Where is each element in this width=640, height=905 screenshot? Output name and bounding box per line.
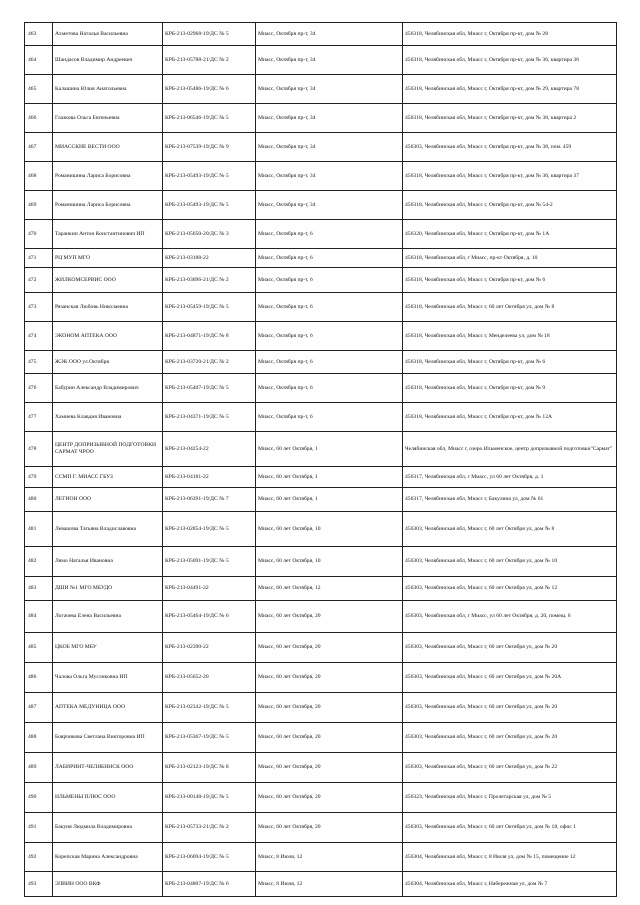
legal-address: 456303, Челябинская обл, Миасс г, 60 лет Октября ул, дом № 12	[403, 577, 617, 601]
row-number: 479	[25, 467, 53, 488]
service-address: Миасс, Октября пр-т, 6	[256, 374, 403, 403]
row-number: 464	[25, 46, 53, 75]
service-address: Миасс, 60 лет Октября, 20	[256, 813, 403, 843]
table-row	[25, 133, 617, 162]
row-number: 468	[25, 162, 53, 191]
organization-name: ИЛЬМЕНЫ ПЛЮС ООО	[53, 783, 163, 813]
legal-address: 456318, Челябинская обл, Миасс г, Октября пр-кт, дом № 12А	[403, 403, 617, 432]
row-number: 489	[25, 753, 53, 783]
service-address: Миасс, 60 лет Октября, 20	[256, 663, 403, 693]
license-number: КРБ-213-05788-21/ДС № 2	[163, 46, 256, 75]
registry-table-body	[25, 23, 617, 897]
legal-address: 456318, Челябинская обл, Миасс г, Октября пр-кт, дом № 28	[403, 23, 617, 46]
license-number: КРБ-213-06694-19/ДС № 5	[163, 843, 256, 872]
license-number: КРБ-213-05650-20/ДС № 3	[163, 220, 256, 249]
organization-name: Логачева Елена Васильевна	[53, 601, 163, 633]
table-row	[25, 432, 617, 467]
organization-name: ЖИЛКОМСЕРВИС ООО	[53, 268, 163, 293]
organization-name: Бабурин Александр Владимирович	[53, 374, 163, 403]
organization-name: ЭЛВИН ООО ВКФ	[53, 872, 163, 897]
legal-address: 456303, Челябинская обл, Миасс г, 60 лет Октября ул, дом № 18, офис 1	[403, 813, 617, 843]
organization-name: Глазкова Ольга Евгеньевна	[53, 104, 163, 133]
legal-address: 456304, Челябинская обл, Миасс г, Набережная ул, дом № 7	[403, 872, 617, 897]
table-row	[25, 46, 617, 75]
legal-address: 456303, Челябинская обл, Миасс г, 60 лет Октября ул, дом № 20	[403, 633, 617, 663]
organization-name: Таранкин Антон Константинович ИП	[53, 220, 163, 249]
license-number: КРБ-213-04254-22	[163, 432, 256, 467]
legal-address: 456318, Челябинская обл, Миасс г, Менделеева ул, дом № 18	[403, 322, 617, 351]
table-row	[25, 813, 617, 843]
legal-address: 456318, Челябинская обл, Миасс г, Октября пр-кт, дом № 54-2	[403, 191, 617, 220]
organization-name: Корепская Марина Александровна	[53, 843, 163, 872]
organization-name: Лямо Наталья Ивановна	[53, 547, 163, 577]
table-row	[25, 268, 617, 293]
license-number: КРБ-213-05464-19/ДС № 6	[163, 601, 256, 633]
organization-name: Чалова Ольга Мусликовна ИП	[53, 663, 163, 693]
service-address: Миасс, Октября пр-т, 6	[256, 403, 403, 432]
row-number: 482	[25, 547, 53, 577]
service-address: Миасс, Октября пр-т, 6	[256, 351, 403, 374]
row-number: 467	[25, 133, 53, 162]
service-address: Миасс, Октября пр-т, 34	[256, 46, 403, 75]
legal-address: 456318, Челябинская обл, Миасс г, Октября пр-кт, дом № 9	[403, 374, 617, 403]
license-number: КРБ-213-04181-22	[163, 467, 256, 488]
service-address: Миасс, Октября пр-т, 34	[256, 191, 403, 220]
table-row	[25, 753, 617, 783]
table-row	[25, 872, 617, 897]
row-number: 476	[25, 374, 53, 403]
row-number: 463	[25, 23, 53, 46]
service-address: Миасс, Октября пр-т, 6	[256, 268, 403, 293]
organization-name: Ахметова Наталья Васильевна	[53, 23, 163, 46]
organization-name: Бакуня Людмила Владимировна	[53, 813, 163, 843]
row-number: 493	[25, 872, 53, 897]
license-number: КРБ-213-04871-19/ДС № 8	[163, 322, 256, 351]
legal-address: 456320, Челябинская обл, Миасс г, Октября пр-кт, дом № 1А	[403, 220, 617, 249]
service-address: Миасс, 60 лет Октября, 20	[256, 693, 403, 723]
license-number: КРБ-213-05459-19/ДС № 5	[163, 293, 256, 322]
table-row	[25, 191, 617, 220]
service-address: Миасс, 60 лет Октября, 20	[256, 723, 403, 753]
row-number: 466	[25, 104, 53, 133]
organization-name: Боярчикова Светлана Викторовна ИП	[53, 723, 163, 753]
license-number: КРБ-213-05493-19/ДС № 5	[163, 191, 256, 220]
table-row	[25, 75, 617, 104]
row-number: 475	[25, 351, 53, 374]
service-address: Миасс, 60 лет Октября, 10	[256, 512, 403, 547]
table-row	[25, 374, 617, 403]
organization-name: ЭКОНОМ АПТЕКА ООО	[53, 322, 163, 351]
license-number: КРБ-213-03188-22	[163, 249, 256, 268]
organization-name: ДШИ №1 МГО МБУДО	[53, 577, 163, 601]
legal-address: 456303, Челябинская обл, г Миасс, ул 60 лет Октября, д. 20, помещ. 6	[403, 601, 617, 633]
row-number: 486	[25, 663, 53, 693]
legal-address: 456318, Челябинская обл, Миасс г, Октября пр-кт, дом № 38, квартира 2	[403, 104, 617, 133]
service-address: Миасс, 60 лет Октября, 1	[256, 467, 403, 488]
organization-name: Калашина Юлия Анатольевна	[53, 75, 163, 104]
organization-name: Хамиева Клавдия Ивановна	[53, 403, 163, 432]
organization-name: ССМП Г. МИАСС ГБУЗ	[53, 467, 163, 488]
row-number: 485	[25, 633, 53, 663]
organization-name: ЛАБИРИНТ-ЧЕЛЯБИНСК ООО	[53, 753, 163, 783]
table-row	[25, 601, 617, 633]
service-address: Миасс, 60 лет Октября, 10	[256, 547, 403, 577]
service-address: Миасс, 60 лет Октября, 1	[256, 488, 403, 512]
service-address: Миасс, Октября пр-т, 6	[256, 249, 403, 268]
legal-address: 456303, Челябинская обл, Миасс г, 60 лет Октября ул, дом № 8	[403, 512, 617, 547]
service-address: Миасс, 60 лет Октября, 20	[256, 753, 403, 783]
organization-name: ЖЭК ООО ул.Октября	[53, 351, 163, 374]
license-number: КРБ-213-04371-19/ДС № 5	[163, 403, 256, 432]
legal-address: 456304, Челябинская обл, Миасс г, 8 Июля ул, дом № 15, помещение 12	[403, 843, 617, 872]
license-number: КРБ-213-00148-19/ДС № 5	[163, 783, 256, 813]
legal-address: 456318, Челябинская обл, Миасс г, Октября пр-кт, дом № 36, квартира 36	[403, 46, 617, 75]
row-number: 474	[25, 322, 53, 351]
service-address: Миасс, 60 лет Октября, 20	[256, 601, 403, 633]
service-address: Миасс, 60 лет Октября, 12	[256, 577, 403, 601]
service-address: Миасс, Октября пр-т, 34	[256, 162, 403, 191]
table-row	[25, 547, 617, 577]
row-number: 471	[25, 249, 53, 268]
organization-name: Левашова Татьяна Владиславовна	[53, 512, 163, 547]
legal-address: 456318, Челябинская обл, г Миасс, пр-кт Октября, д. 10	[403, 249, 617, 268]
license-number: КРБ-213-04807-19/ДС № 6	[163, 872, 256, 897]
service-address: Миасс, Октября пр-т, 6	[256, 322, 403, 351]
license-number: КРБ-213-07539-19/ДС № 9	[163, 133, 256, 162]
table-row	[25, 843, 617, 872]
organization-name: АПТЕКА МЕДУНИЦА ООО	[53, 693, 163, 723]
table-row	[25, 663, 617, 693]
row-number: 492	[25, 843, 53, 872]
row-number: 488	[25, 723, 53, 753]
row-number: 477	[25, 403, 53, 432]
service-address: Миасс, Октября пр-т, 34	[256, 23, 403, 46]
table-row	[25, 783, 617, 813]
legal-address: 456318, Челябинская обл, Миасс г, Октября пр-кт, дом № 36, квартира 37	[403, 162, 617, 191]
table-row	[25, 322, 617, 351]
service-address: Миасс, 60 лет Октября, 20	[256, 633, 403, 663]
license-number: КРБ-213-06546-19/ДС № 5	[163, 104, 256, 133]
legal-address: 456303, Челябинская обл, Миасс г, 60 лет Октября ул, дом № 20А	[403, 663, 617, 693]
row-number: 470	[25, 220, 53, 249]
legal-address: Челябинская обл, Миасс г, озеро Ильменское, центр допризывной подготовки"Сармат"	[403, 432, 617, 467]
service-address: Миасс, 60 лет Октября, 20	[256, 783, 403, 813]
table-row	[25, 104, 617, 133]
service-address: Миасс, Октября пр-т, 6	[256, 220, 403, 249]
legal-address: 456318, Челябинская обл, Миасс г, Октября пр-кт, дом № 6	[403, 351, 617, 374]
organization-name: ЦКОБ МГО МБУ	[53, 633, 163, 663]
license-number: КРБ-213-05733-21/ДС № 2	[163, 813, 256, 843]
service-address: Миасс, Октября пр-т, 34	[256, 75, 403, 104]
service-address: Миасс, 8 Июля, 12	[256, 872, 403, 897]
license-number: КРБ-213-02123-19/ДС № 8	[163, 753, 256, 783]
organization-name: Рязанская Любовь Николаевна	[53, 293, 163, 322]
license-number: КРБ-213-05493-19/ДС № 5	[163, 162, 256, 191]
service-address: Миасс, Октября пр-т, 34	[256, 104, 403, 133]
organization-name: ЛЕГИОН ООО	[53, 488, 163, 512]
license-number: КРБ-213-02854-19/ДС № 5	[163, 512, 256, 547]
license-number: КРБ-213-05486-19/ДС № 6	[163, 75, 256, 104]
license-number: КРБ-213-06391-19/ДС № 7	[163, 488, 256, 512]
legal-address: 456317, Челябинская обл, Миасс г, Бакулина ул, дом № 61	[403, 488, 617, 512]
service-address: Миасс, 60 лет Октября, 1	[256, 432, 403, 467]
table-row	[25, 23, 617, 46]
organization-name: МИАССКИЕ ВЕСТИ ООО	[53, 133, 163, 162]
license-number: КРБ-213-05652-20	[163, 663, 256, 693]
table-row	[25, 723, 617, 753]
legal-address: 456303, Челябинская обл, Миасс г, Октября пр-кт, дом № 38, пом. 459	[403, 133, 617, 162]
table-row	[25, 403, 617, 432]
table-row	[25, 162, 617, 191]
service-address: Миасс, Октября пр-т, 6	[256, 293, 403, 322]
table-row	[25, 488, 617, 512]
table-row	[25, 693, 617, 723]
legal-address: 456318, Челябинская обл, Миасс г, Октября пр-кт, дом № 29, квартира 78	[403, 75, 617, 104]
row-number: 487	[25, 693, 53, 723]
table-row	[25, 633, 617, 663]
license-number: КРБ-213-03696-21/ДС № 2	[163, 268, 256, 293]
license-number: КРБ-213-02342-19/ДС № 5	[163, 693, 256, 723]
organization-name: Романишина Лариса Борисовна	[53, 162, 163, 191]
row-number: 465	[25, 75, 53, 104]
license-number: КРБ-213-03720-21/ДС № 2	[163, 351, 256, 374]
service-address: Миасс, 8 Июля, 12	[256, 843, 403, 872]
row-number: 480	[25, 488, 53, 512]
organization-name: Шандасов Владимир Андреевич	[53, 46, 163, 75]
row-number: 490	[25, 783, 53, 813]
row-number: 472	[25, 268, 53, 293]
row-number: 478	[25, 432, 53, 467]
license-number: КРБ-213-05691-19/ДС № 5	[163, 547, 256, 577]
table-row	[25, 512, 617, 547]
license-number: КРБ-213-04491-22	[163, 577, 256, 601]
row-number: 483	[25, 577, 53, 601]
service-address: Миасс, Октября пр-т, 34	[256, 133, 403, 162]
legal-address: 456303, Челябинская обл, Миасс г, 60 лет Октября ул, дом № 22	[403, 753, 617, 783]
document-page	[24, 22, 616, 897]
license-number: КРБ-213-05407-19/ДС № 5	[163, 374, 256, 403]
legal-address: 456318, Челябинская обл, Миасс г, Октября пр-кт, дом № 6	[403, 268, 617, 293]
table-row	[25, 351, 617, 374]
legal-address: 456303, Челябинская обл, Миасс г, 60 лет Октября ул, дом № 10	[403, 547, 617, 577]
license-number: КРБ-213-02390-22	[163, 633, 256, 663]
organization-name: Романишина Лариса Борисовна	[53, 191, 163, 220]
registry-table	[24, 22, 617, 897]
license-number: КРБ-213-05367-19/ДС № 5	[163, 723, 256, 753]
table-row	[25, 220, 617, 249]
table-row	[25, 249, 617, 268]
legal-address: 456317, Челябинская обл, г Миасс, ул 60 лет Октября, д. 1	[403, 467, 617, 488]
legal-address: 456303, Челябинская обл, Миасс г, 60 лет Октября ул, дом № 20	[403, 693, 617, 723]
legal-address: 456323, Челябинская обл, Миасс г, Пролетарская ул, дом № 5	[403, 783, 617, 813]
row-number: 481	[25, 512, 53, 547]
license-number: КРБ-213-02968-19/ДС № 5	[163, 23, 256, 46]
row-number: 469	[25, 191, 53, 220]
table-row	[25, 467, 617, 488]
organization-name: РЦ МУП МГО	[53, 249, 163, 268]
legal-address: 456303, Челябинская обл, Миасс г, 60 лет Октября ул, дом № 20	[403, 723, 617, 753]
row-number: 491	[25, 813, 53, 843]
organization-name: ЦЕНТР ДОПРИЗЫВНОЙ ПОДГОТОВКИ САРМАТ ЧРОО	[53, 432, 163, 467]
row-number: 484	[25, 601, 53, 633]
legal-address: 456318, Челябинская обл, Миасс г, 60 лет Октября ул, дом № 8	[403, 293, 617, 322]
table-row	[25, 293, 617, 322]
table-row	[25, 577, 617, 601]
row-number: 473	[25, 293, 53, 322]
